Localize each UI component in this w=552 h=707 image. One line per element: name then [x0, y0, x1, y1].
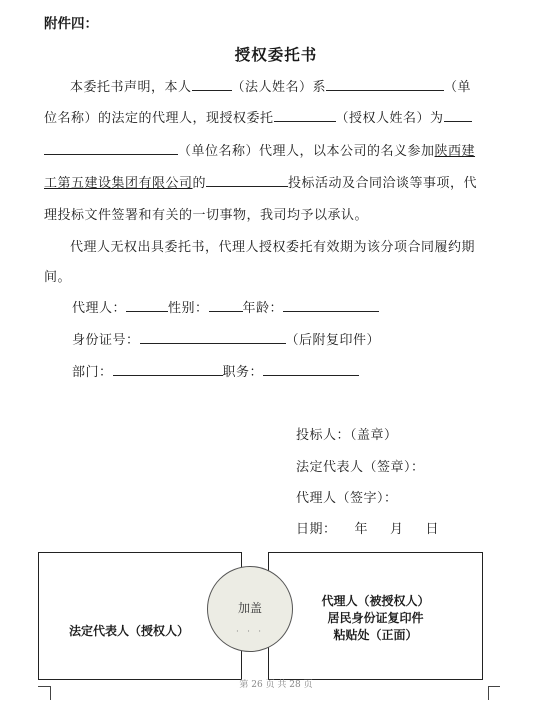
- position-field[interactable]: [263, 361, 359, 376]
- year-label: 年: [354, 522, 369, 537]
- text-segment: 位名称）的法定的代理人，现授权委托: [44, 111, 274, 126]
- agent-name-field[interactable]: [126, 297, 168, 312]
- id-row: [72, 329, 380, 348]
- id-label: 身份证号：: [72, 333, 140, 348]
- dept-field[interactable]: [113, 361, 223, 376]
- text-segment: （授权人姓名）为: [335, 111, 444, 126]
- para1-line3: [44, 140, 475, 159]
- id-number-field[interactable]: [140, 329, 286, 344]
- date-line: [296, 518, 439, 537]
- agent-label: 代理人：: [72, 301, 127, 316]
- gender-field[interactable]: [209, 297, 243, 312]
- seal-dots: · · ·: [236, 627, 264, 636]
- date-label: 日期：: [296, 522, 337, 537]
- unit-name-blank[interactable]: [44, 140, 178, 155]
- legal-rep-box-label: 法定代表人（授权人）: [68, 624, 189, 638]
- text-segment: （单: [444, 80, 472, 95]
- agent-box-label-1: 代理人（被授权人）: [321, 594, 430, 608]
- age-field[interactable]: [283, 297, 379, 312]
- legal-name-blank[interactable]: [192, 76, 232, 91]
- id-note: （后附复印件）: [285, 333, 381, 348]
- agent-info-row: [72, 297, 379, 316]
- text-segment: （法人姓名）系: [231, 80, 327, 95]
- legal-rep-sign-line: 法定代表人（签章）：: [296, 460, 425, 475]
- seal-text: 加盖: [237, 601, 262, 615]
- agent-box-label-2: 居民身份证复印件: [327, 611, 424, 625]
- agent-sign-line: 代理人（签字）：: [296, 491, 398, 506]
- day-label: 日: [425, 522, 440, 537]
- month-label: 月: [390, 522, 404, 537]
- project-name-blank[interactable]: [206, 172, 288, 187]
- text-segment: 的: [192, 176, 207, 191]
- agent-id-box: [268, 552, 483, 680]
- para1-line2: [44, 107, 472, 126]
- text-segment: （单位名称）代理人，以本公司的名义参加: [178, 144, 435, 159]
- official-seal: [207, 566, 293, 652]
- unit-name-blank-start[interactable]: [444, 107, 472, 122]
- dept-label: 部门：: [72, 365, 113, 380]
- para2-line2: 间。: [44, 270, 72, 285]
- authorized-name-blank[interactable]: [274, 107, 336, 122]
- gender-label: 性别：: [168, 301, 209, 316]
- company-link-part1[interactable]: 陕西建: [434, 144, 476, 159]
- para1-line5: 理投标文件签署和有关的一切事物，我司均予以承认。: [44, 208, 369, 223]
- bidder-seal-line: 投标人：（盖章）: [296, 428, 398, 443]
- agent-box-label-3: 粘贴处（正面）: [333, 628, 418, 642]
- document-title: 授权委托书: [234, 46, 318, 64]
- company-link-part2[interactable]: 工第五建设集团有限公司: [44, 176, 193, 191]
- attachment-label: 附件四：: [44, 16, 98, 32]
- dept-row: [72, 361, 359, 380]
- position-label: 职务：: [222, 365, 264, 380]
- para1-line1: [70, 76, 471, 95]
- para1-line4: [44, 172, 477, 191]
- para2-line1: 代理人无权出具委托书，代理人授权委托有效期为该分项合同履约期: [70, 240, 476, 255]
- text-segment: 本委托书声明，本人: [70, 80, 192, 95]
- page-footer: 第 26 页 共 28 页: [239, 680, 313, 690]
- age-label: 年龄：: [242, 301, 284, 316]
- company-name-blank[interactable]: [326, 76, 444, 91]
- text-segment: 投标活动及合同洽谈等事项，代: [288, 176, 478, 191]
